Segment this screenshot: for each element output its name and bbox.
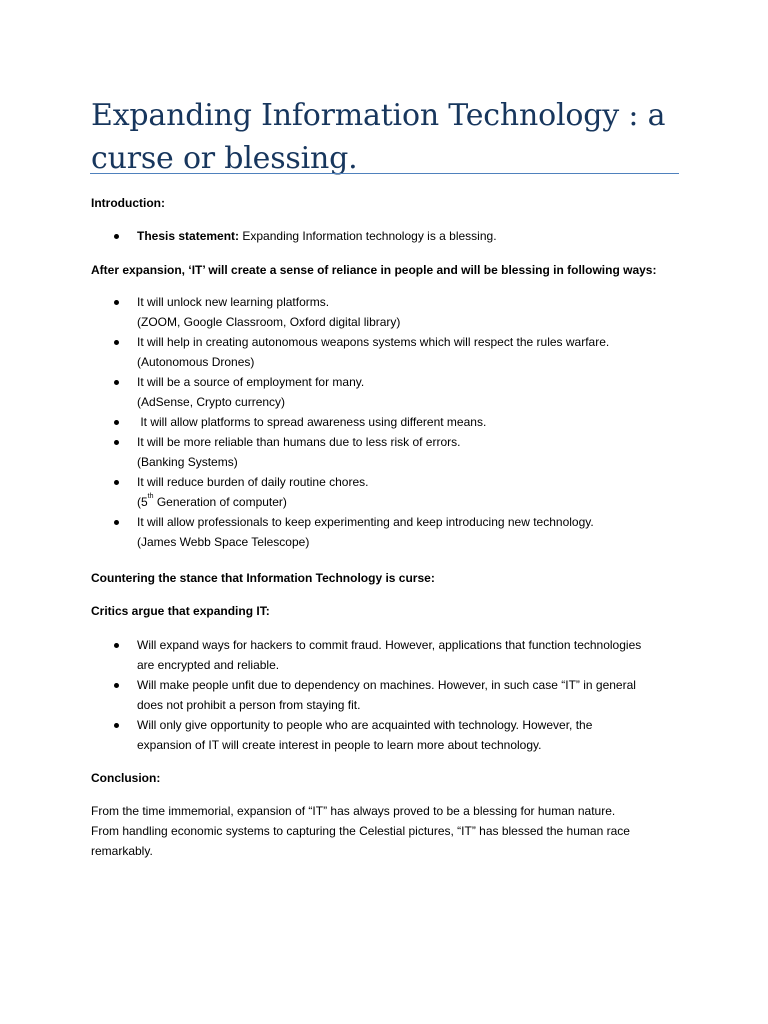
- list-item-text-continued: are encrypted and reliable.: [137, 658, 280, 672]
- bullet-icon: [114, 683, 119, 688]
- list-item-example: (AdSense, Crypto currency): [137, 395, 286, 409]
- expansion-intro: After expansion, ‘IT’ will create a sense of reliance in people and will be blessing in following ways:: [91, 263, 657, 277]
- list-item: [0, 432, 609, 472]
- title-line-2: curse or blessing.: [91, 141, 358, 176]
- bullet-icon: [114, 340, 119, 345]
- example-prefix: (5: [137, 495, 148, 509]
- countering-heading: Countering the stance that Information Technology is curse:: [91, 571, 435, 585]
- thesis-item: [0, 226, 497, 246]
- title-underline: [90, 173, 679, 174]
- list-item: [0, 472, 609, 512]
- bullet-icon: [114, 420, 119, 425]
- list-item: [0, 635, 641, 675]
- list-item-text: It will allow professionals to keep experimenting and keep introducing new technology.: [137, 515, 594, 529]
- thesis-list: [0, 226, 497, 246]
- list-item-example: (Banking Systems): [137, 455, 238, 469]
- document-title: [91, 94, 681, 180]
- list-item-text: It will help in creating autonomous weapons systems which will respect the rules warfare.: [137, 335, 610, 349]
- list-item-text: It will allow platforms to spread awareness using different means.: [137, 415, 487, 429]
- list-item-text-continued: does not prohibit a person from staying fit.: [137, 698, 361, 712]
- critics-list: [0, 635, 641, 755]
- critics-heading: Critics argue that expanding IT:: [91, 604, 270, 618]
- conclusion-line: From the time immemorial, expansion of “IT” has always proved to be a blessing for human nature.: [91, 804, 616, 818]
- bullet-icon: [114, 643, 119, 648]
- blessings-list: [0, 292, 609, 552]
- list-item-text: Will expand ways for hackers to commit fraud. However, applications that function technologies: [137, 638, 642, 652]
- list-item: [0, 292, 609, 332]
- bullet-icon: [114, 380, 119, 385]
- bullet-icon: [114, 520, 119, 525]
- bullet-icon: [114, 480, 119, 485]
- conclusion-paragraph: [91, 801, 630, 861]
- list-item-example: (ZOOM, Google Classroom, Oxford digital library): [137, 315, 401, 329]
- list-item: [0, 412, 609, 432]
- list-item-text-continued: expansion of IT will create interest in people to learn more about technology.: [137, 738, 542, 752]
- list-item-text: It will be more reliable than humans due to less risk of errors.: [137, 435, 461, 449]
- list-item-text: It will be a source of employment for many.: [137, 375, 365, 389]
- list-item-example: (Autonomous Drones): [137, 355, 255, 369]
- list-item: [0, 372, 609, 412]
- bullet-icon: [114, 440, 119, 445]
- conclusion-line: From handling economic systems to capturing the Celestial pictures, “IT” has blessed the human race: [91, 824, 630, 838]
- list-item-example: (James Webb Space Telescope): [137, 535, 310, 549]
- list-item: [0, 675, 641, 715]
- list-item-text: Will make people unfit due to dependency on machines. However, in such case “IT” in general: [137, 678, 636, 692]
- ordinal-suffix: th: [147, 493, 154, 500]
- list-item: [0, 332, 609, 372]
- thesis-label: Thesis statement:: [137, 229, 240, 243]
- example-suffix: Generation of computer): [153, 495, 287, 509]
- thesis-text: Expanding Information technology is a blessing.: [239, 229, 497, 243]
- list-item-example: [137, 492, 609, 512]
- list-item: [0, 715, 641, 755]
- list-item-text: Will only give opportunity to people who are acquainted with technology. However, the: [137, 718, 593, 732]
- bullet-icon: [114, 300, 119, 305]
- bullet-icon: [114, 723, 119, 728]
- list-item: [0, 512, 609, 552]
- conclusion-line: remarkably.: [91, 844, 153, 858]
- list-item-text: It will unlock new learning platforms.: [137, 295, 330, 309]
- conclusion-heading: Conclusion:: [91, 771, 161, 785]
- list-item-text: It will reduce burden of daily routine chores.: [137, 475, 369, 489]
- bullet-icon: [114, 234, 119, 239]
- introduction-heading: Introduction:: [91, 196, 165, 210]
- title-line-1: Expanding Information Technology : a: [91, 98, 666, 133]
